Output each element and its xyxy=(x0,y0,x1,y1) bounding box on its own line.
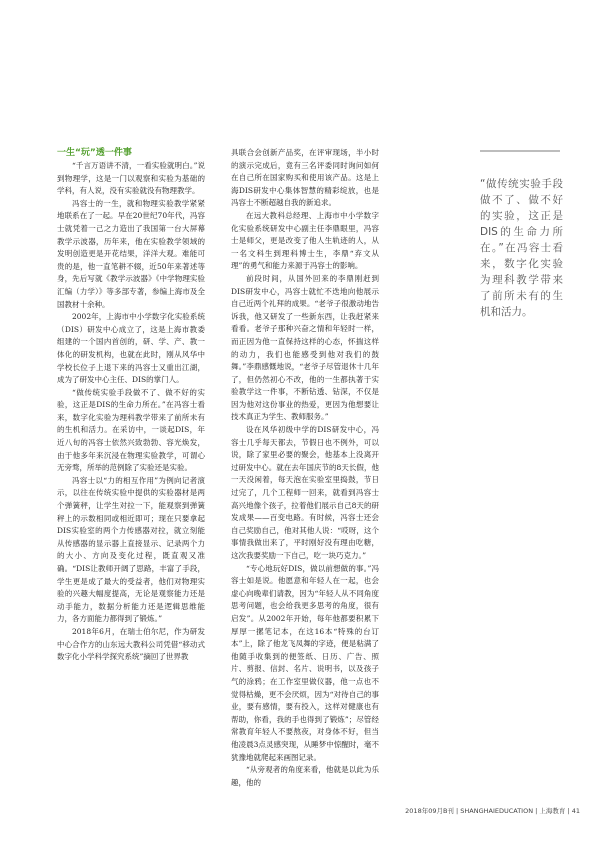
paragraph: “从旁观者的角度来看，他就是以此为乐趣，他的 xyxy=(231,765,379,787)
paragraph: 冯容士以“力的相互作用”为例向记者演示，以往在传统实验中提供的实验器材是两个弹簧秤，让学生对拉一下，能观察到弹簧秤上的示数相同或相近即可；现在只要拿起DIS实验室的两个力传感器对拉，就立刻能从传感器的显示器上直接显示、记录两个力的大小、方向及变化过程，既直观又准确。“DIS让教师开阔了思路，丰富了手段，学生更是成了最大的受益者，他们对物理实验的兴趣大幅度提高，无论是观察能力还是动手能力，数据分析能力还是逻辑思维能力，各方面能力都得到了锻炼。” xyxy=(57,475,205,624)
paragraph: 2018年6月，在瑞士伯尔尼，作为研发中心合作方的山东远大教科公司凭借“移动式数字化小学科学探究系统”摘回了世界教 xyxy=(57,626,205,662)
paragraph: 冯容士的一生，就和物理实验教学紧紧地联系在了一起。早在20世纪70年代，冯容士就凭着一己之力造出了我国第一台大屏幕教学示波器，历年来，他在实验教学领域的发明创造更是开花结果，洋洋大观。难能可贵的是，他一直笔耕不辍，近50年来著述等身，先后写就《教学示波器》《中学物理实验汇编（力学）》等多部专著，参编上海市及全国教材十余种。 xyxy=(57,198,205,309)
paragraph: 具联合会创新产品奖，在评审现场，半小时的演示完成后，竟有三名评委同时询问如何在自己所在国家购买和使用该产品。这是上海DIS研发中心集体智慧的精彩绽放，也是冯容士不断超越自我的新追求。 xyxy=(231,148,379,208)
page-footer: 2018年09月B刊 | SHANGHAIEDUCATION | 上海教育 | 41 xyxy=(405,807,580,815)
paragraph: “做传统实验手段做不了、做不好的实验，这正是DIS的生命力所在。”在冯容士看来，数字化实验为理科教学带来了前所未有的生机和活力。在采访中，一谈起DIS，年近八旬的冯容士依然兴致勃勃、容光焕发，由于他多年来沉浸在物理实验教学，可谓心无旁骛，所举的范例除了实验还是实验。 xyxy=(57,387,205,473)
article-column-1 xyxy=(57,147,205,664)
paragraph: 2002年，上海市中小学数字化实验系统（DIS）研发中心成立了，这是上海市教委组建的一个国内首创的，研、学、产、教一体化的研发机构，也就在此时，刚从风华中学校长位子上退下来的冯容士又重出江湖，成为了研发中心主任、DIS的掌门人。 xyxy=(57,312,205,385)
paragraph: 前段时间，从国外回来的李鼎刚赶到DIS研发中心，冯容士就忙不迭地向他展示自己近两个礼拜的成果。“老爷子很激动地告诉我，他又研发了一些新东西，让我赶紧来看看。老爷子那种兴奋之情和年轻时一样，而正因为他一直保持这样的心态，怀揣这样的动力，我们也能感受到他对我们的鼓舞。”李鼎感慨地说，“老爷子尽管退休十几年了，但仍然初心不改，他的一生都执著于实验教学这一件事，不断钻透、钻深，不仅是因为他对这份事业的热爱，更因为他想要让技术真正为学生、教师服务。” xyxy=(231,273,379,422)
paragraph: “专心地玩好DIS，做以前想做的事。”冯容士如是说。他愿意和年轻人在一起，也会虚心向晚辈们请教，因为“年轻人从不同角度思考问题，也会给我更多思考的角度，很有启发”。从2002年开始，每年他都要积累下厚厚一摞笔记本，在这16本“特殊的台订本”上，除了他龙飞凤舞的字迹，便是粘满了他随手收集到的便签纸、日历、广告、照片、剪报、信封、名片、说明书，以及孩子气的涂鸦；在工作室里做仪器，他一点也不觉得枯燥，更不会厌烦，因为“对待自己的事业，要有感情，要有投入，这样对健康也有帮助，你看，我的手也得到了锻炼”；尽管经常教育年轻人不要熬夜，对身体不好，但当他凌晨3点灵感突现，从睡梦中惊醒时，毫不犹豫地就爬起来画图记录。 xyxy=(231,563,379,762)
article-column-2 xyxy=(231,147,379,789)
paragraph: 在远大教科总经理、上海市中小学数字化实验系统研发中心副主任李鼎眼里，冯容士是师父，更是改变了他人生轨迹的人，从一名文科生到理科博士生，李鼎“弃文从理”的勇气和能力来源于冯容士的影响。 xyxy=(231,210,379,271)
pull-quote: “做传统实验手段做不了、做不好的实验，这正是DIS的生命力所在。”在冯容士看来，数字化实验为理科教学带来了前所未有的生机和活力。 xyxy=(480,178,563,318)
pull-quote-divider xyxy=(480,150,560,152)
paragraph: 设在风华初级中学的DIS研发中心，冯容士几乎每天都去，节假日也不例外，可以说，除了家里必要的聚会，他基本上没离开过研发中心。就在去年国庆节的8天长假，他一天没闲着，每天泡在实验室里捣鼓，节日过完了，几个工程师一回来，就看到冯容士高兴地像个孩子，拉着他们展示自己8天的研发成果——百变电路。有时候，冯容士还会自己奖励自己，他对其他人说：“哎呀，这个事情我做出来了，平时刚好没有理由吃糖，这次我要奖励一下自己，吃一块巧克力。” xyxy=(231,425,379,560)
section-title: 一生“玩”透一件事 xyxy=(57,148,132,158)
paragraph: “千言万语讲不清，一看实验就明白。”说到物理学，这是一门以观察和实验为基础的学科，有人说，没有实验就没有物理教学。 xyxy=(57,161,205,196)
